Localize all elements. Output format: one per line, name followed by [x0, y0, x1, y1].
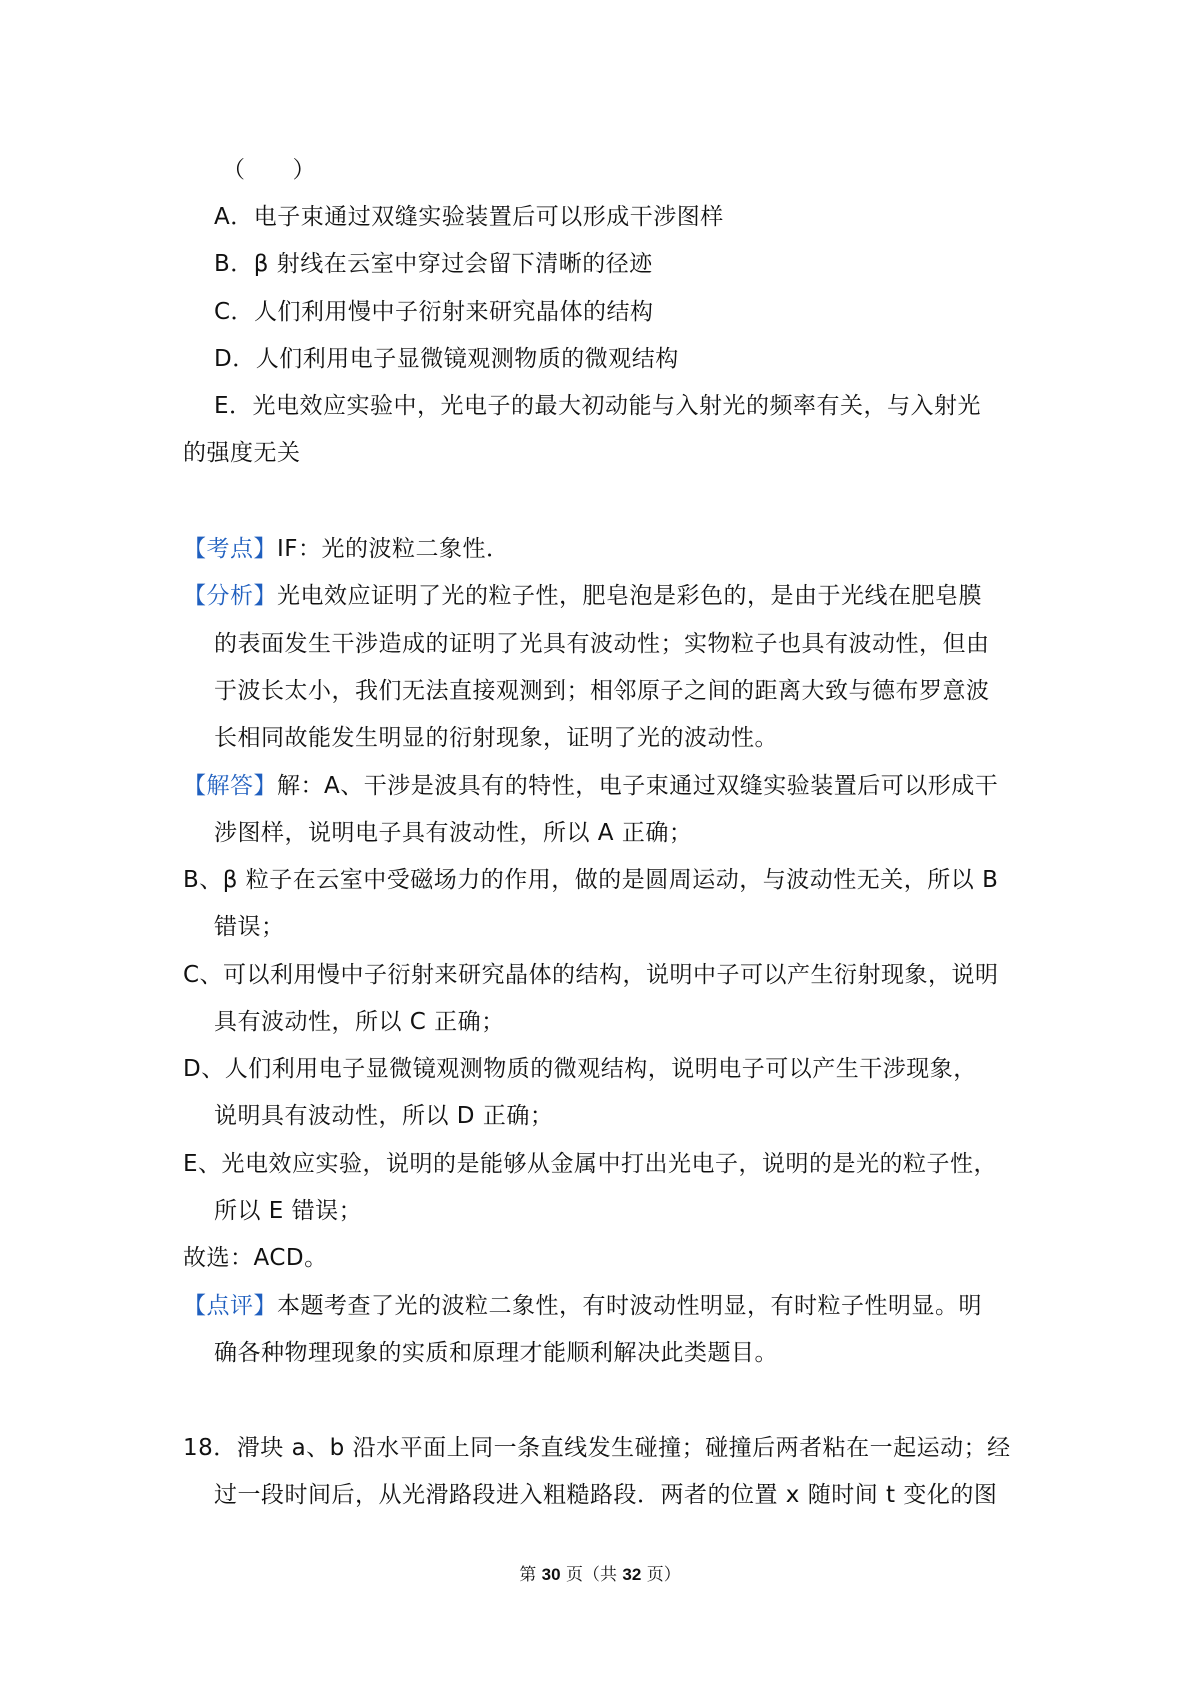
- fenxi-line-1: [183, 580, 982, 612]
- footer-middle: 页（共: [560, 1565, 623, 1585]
- dianping-text-1: 本题考查了光的波粒二象性，有时波动性明显，有时粒子性明显。明: [277, 1293, 982, 1319]
- jieda-tag: 【解答】: [183, 773, 277, 799]
- jieda-text-1: 解：A、干涉是波具有的特性，电子束通过双缝实验装置后可以形成干: [277, 773, 999, 799]
- kaodian-line: [183, 533, 510, 565]
- footer-page-number: 30: [541, 1565, 561, 1584]
- jieda-line-1: [183, 770, 998, 802]
- dianping-tag: 【点评】: [183, 1293, 277, 1319]
- fenxi-text-1: 光电效应证明了光的粒子性，肥皂泡是彩色的，是由于光线在肥皂膜: [277, 583, 982, 609]
- dianping-line-1: [183, 1290, 982, 1322]
- answer-blank: （ ）: [222, 157, 316, 183]
- jieda-line-6: 具有波动性，所以 C 正确；: [214, 1009, 505, 1035]
- fenxi-line-3: 于波长太小，我们无法直接观测到；相邻原子之间的距离大致与德布罗意波: [214, 678, 990, 704]
- option-b: B．β 射线在云室中穿过会留下清晰的径迹: [214, 251, 653, 277]
- kaodian-text: IF：光的波粒二象性．: [277, 536, 510, 562]
- option-a: A．电子束通过双缝实验装置后可以形成干涉图样: [214, 204, 724, 230]
- page-footer: [0, 1563, 1200, 1587]
- jieda-line-4: 错误；: [214, 914, 285, 940]
- fenxi-tag: 【分析】: [183, 583, 277, 609]
- jieda-line-10: 所以 E 错误；: [214, 1198, 363, 1224]
- jieda-line-2: 涉图样，说明电子具有波动性，所以 A 正确；: [214, 820, 693, 846]
- option-d: D．人们利用电子显微镜观测物质的微观结构: [214, 346, 679, 372]
- option-e: E．光电效应实验中，光电子的最大初动能与入射光的频率有关，与入射光: [214, 393, 982, 419]
- jieda-line-5: C、可以利用慢中子衍射来研究晶体的结构，说明中子可以产生衍射现象，说明: [183, 962, 999, 988]
- jieda-line-3: B、β 粒子在云室中受磁场力的作用，做的是圆周运动，与波动性无关，所以 B: [183, 867, 999, 893]
- question18-line-1: 18．滑块 a、b 沿水平面上同一条直线发生碰撞；碰撞后两者粘在一起运动；经: [183, 1435, 1011, 1461]
- option-e-cont: 的强度无关: [183, 440, 301, 466]
- fenxi-line-2: 的表面发生干涉造成的证明了光具有波动性；实物粒子也具有波动性，但由: [214, 631, 990, 657]
- footer-prefix: 第: [519, 1565, 542, 1585]
- footer-suffix: 页）: [641, 1565, 681, 1585]
- dianping-line-2: 确各种物理现象的实质和原理才能顺利解决此类题目。: [214, 1340, 778, 1366]
- option-c: C．人们利用慢中子衍射来研究晶体的结构: [214, 299, 654, 325]
- footer-total-pages: 32: [622, 1565, 642, 1584]
- jieda-line-9: E、光电效应实验，说明的是能够从金属中打出光电子，说明的是光的粒子性，: [183, 1151, 998, 1177]
- jieda-line-11: 故选：ACD。: [183, 1245, 328, 1271]
- kaodian-tag: 【考点】: [183, 536, 277, 562]
- jieda-line-7: D、人们利用电子显微镜观测物质的微观结构，说明电子可以产生干涉现象，: [183, 1056, 977, 1082]
- question18-line-2: 过一段时间后，从光滑路段进入粗糙路段．两者的位置 x 随时间 t 变化的图: [214, 1482, 998, 1508]
- jieda-line-8: 说明具有波动性，所以 D 正确；: [214, 1103, 554, 1129]
- fenxi-line-4: 长相同故能发生明显的衍射现象，证明了光的波动性。: [214, 725, 778, 751]
